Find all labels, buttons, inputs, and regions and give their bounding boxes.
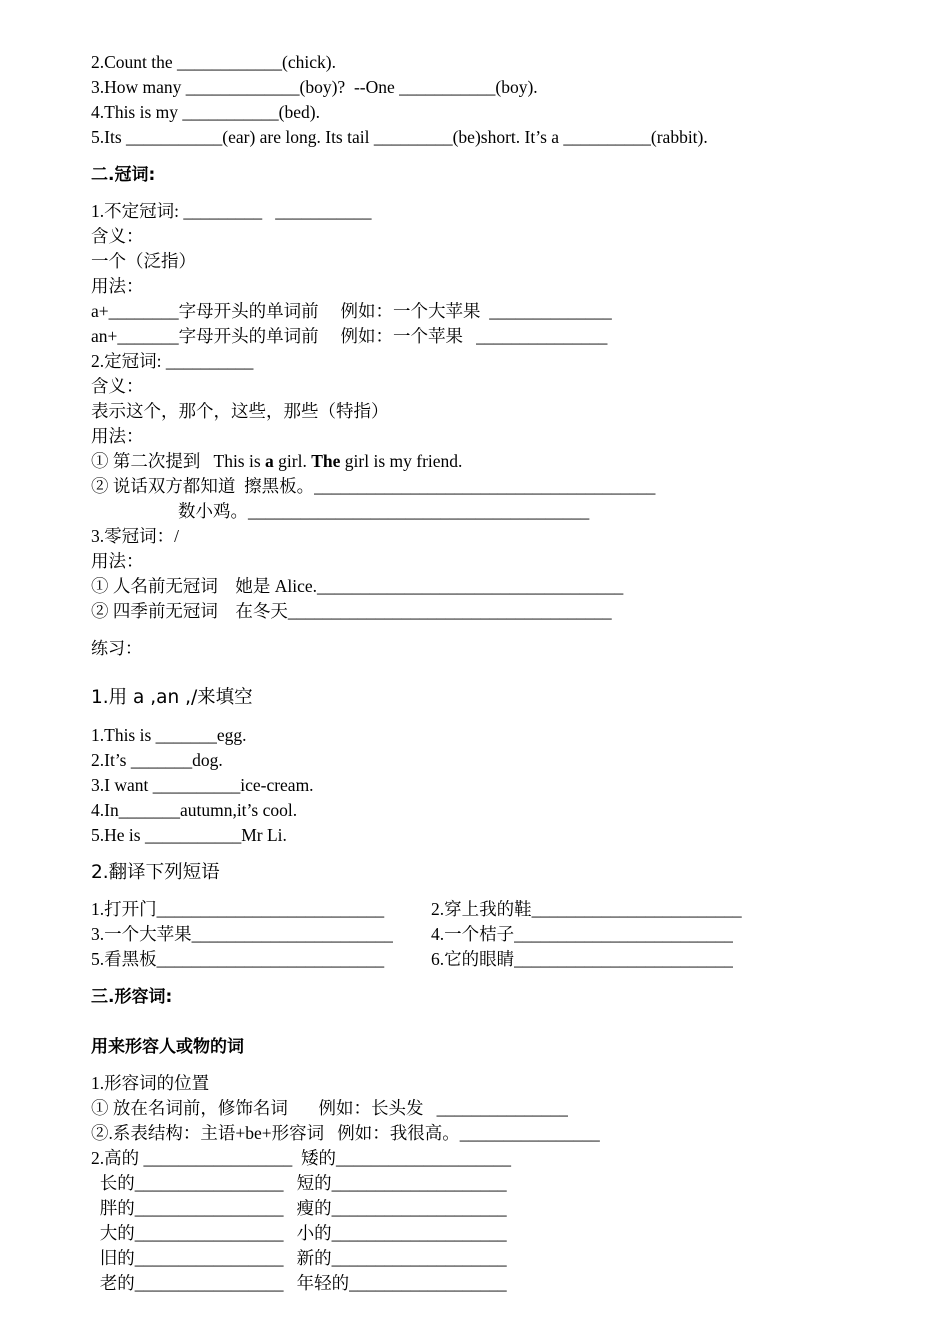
adjective-pair: 2.高的 _________________ 矮的____________________ [91, 1148, 511, 1168]
usage-mid: girl. [273, 451, 312, 471]
exercise-1-title: 1.用 a ,an ,/来填空 [91, 687, 253, 708]
exercise-line: 4.This is my ___________(bed). [91, 102, 320, 122]
usage-post: girl is my friend. [340, 451, 463, 471]
definite-usage-1 [91, 450, 462, 472]
definite-usage-2: ② 说话双方都知道 擦黑板。_______________________________________ [91, 476, 656, 496]
adjective-position-2: ②.系表结构：主语+be+形容词 例如：我很高。________________ [91, 1123, 600, 1143]
exercise-item: 2.It’s _______dog. [91, 750, 223, 770]
exercise-line: 2.Count the ____________(chick). [91, 52, 336, 72]
adjectives-subheading: 用来形容人或物的词 [91, 1037, 244, 1057]
practice-heading: 练习： [91, 639, 142, 659]
exercise-item: 1.This is _______egg. [91, 725, 247, 745]
usage-an: an+_______字母开头的单词前 例如：一个苹果 _______________ [91, 326, 608, 346]
definite-article: 2.定冠词: __________ [91, 351, 254, 371]
translate-item: 5.看黑板__________________________ [91, 949, 385, 969]
exercise-line: 5.Its ___________(ear) are long. Its tail _________(be)short. It’s a __________(rabbit). [91, 127, 708, 147]
meaning-label: 含义： [91, 376, 144, 396]
adjective-position-1: ① 放在名词前，修饰名词 例如：长头发 _______________ [91, 1098, 568, 1118]
definite-usage-2b: 数小鸡。_______________________________________ [178, 501, 590, 521]
exercise-item: 3.I want __________ice-cream. [91, 775, 314, 795]
usage-label: 用法： [91, 276, 144, 296]
translate-item: 3.一个大苹果_______________________ [91, 924, 393, 944]
translate-item: 1.打开门__________________________ [91, 899, 385, 919]
adjective-pair: 老的_________________ 年轻的__________________ [91, 1273, 507, 1293]
meaning-text: 表示这个，那个，这些，那些（特指） [91, 401, 389, 421]
bold-a: a [265, 451, 274, 471]
exercise-2-title: 2.翻译下列短语 [91, 862, 220, 883]
translate-item: 6.它的眼睛_________________________ [431, 949, 733, 969]
exercise-item: 5.He is ___________Mr Li. [91, 825, 287, 845]
section-heading-articles: 二.冠词: [91, 165, 156, 185]
translate-item: 4.一个桔子_________________________ [431, 924, 733, 944]
translate-item: 2.穿上我的鞋________________________ [431, 899, 742, 919]
zero-article: 3.零冠词：/ [91, 526, 179, 546]
exercise-line: 3.How many _____________(boy)? --One ___________(boy). [91, 77, 538, 97]
usage-a: a+________字母开头的单词前 例如：一个大苹果 ______________ [91, 301, 612, 321]
usage-label: 用法： [91, 551, 144, 571]
adjective-pair: 胖的_________________ 瘦的____________________ [91, 1198, 507, 1218]
adjective-pair: 旧的_________________ 新的____________________ [91, 1248, 507, 1268]
usage-prefix: ① 第二次提到 This is [91, 451, 266, 471]
usage-label: 用法： [91, 426, 144, 446]
adjective-pair: 长的_________________ 短的____________________ [91, 1173, 507, 1193]
meaning-text: 一个（泛指） [91, 251, 196, 271]
adjective-pair: 大的_________________ 小的____________________ [91, 1223, 507, 1243]
section-heading-adjectives: 三.形容词: [91, 987, 173, 1007]
indefinite-article: 1.不定冠词: _________ ___________ [91, 201, 372, 221]
zero-usage-2: ② 四季前无冠词 在冬天_____________________________________ [91, 601, 612, 621]
zero-usage-1: ① 人名前无冠词 她是 Alice.___________________________________ [91, 576, 624, 596]
meaning-label: 含义： [91, 226, 144, 246]
adjective-position: 1.形容词的位置 [91, 1073, 210, 1093]
exercise-item: 4.In_______autumn,it’s cool. [91, 800, 298, 820]
bold-the: The [311, 451, 341, 471]
